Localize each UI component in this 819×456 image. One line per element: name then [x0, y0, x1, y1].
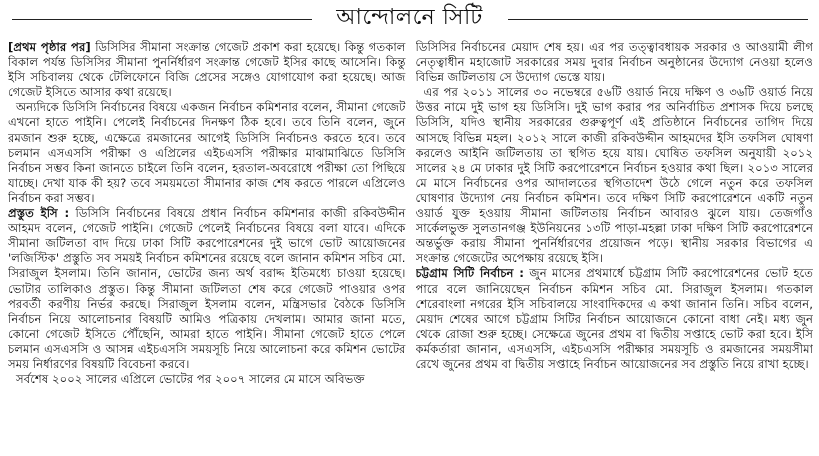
paragraph: ডিসিসির নির্বাচনের মেয়াদ শেষ হয়। এর পর তত্ত্বাবধায়ক সরকার ও আওয়ামী লীগ নেতৃত্বাধীন মহাজোট সরকারের সময় দুবার নির্বাচন অনুষ্ঠানের উদ্যোগ নেওয়া হলেও বিভিন্ন জটিলতায় সে উদ্যোগ ভেস্তে যায়।: [415, 40, 813, 85]
paragraph-text: ডিসিসি নির্বাচনের বিষয়ে প্রধান নির্বাচন কমিশনার কাজী রকিবউদ্দীন আহমদ বলেন, গেজেট পাইনি। গেজেট পেলেই নির্বাচনের বিষয়ে বলা যাবে। এদিকে সীমানা জটিলতা বাদ দিয়ে ঢাকা সিটি করপোরেশনের দুই ভাগে ভোট আয়োজনের 'লজিস্টিক' প্রস্তুতি সব সময়ই নির্বাচন কমিশনের রয়েছে বলে জানান কমিশন সচিব মো. সিরাজুল ইসলাম। তিনি জানান, ভোটের জন্য অর্থ বরাদ্দ ইতিমধ্যে চাওয়া হয়েছে। ভোটার তালিকাও প্রস্তুত। কিন্তু সীমানা জটিলতা শেষ করে গেজেট পাওয়ার ওপর পরবর্তী করণীয় নির্ভর করছে। সিরাজুল ইসলাম বলেন, মন্ত্রিসভার বৈঠকে ডিসিসি নির্বাচন নিয়ে আলোচনার বিষয়টি আমিও পত্রিকায় দেখলাম। আমার জানা মতে, কোনো গেজেট ইসিতে পৌঁছেনি, আমরা হাতে পাইনি। সীমানা গেজেট হাতে পেলে চলমান এসএসসি ও আসন্ন এইচএসসি সময়সূচি নিয়ে আলোচনা করে কমিশন ভোটের সময় নির্ধারণের বিষয়টি বিবেচনা করবে।: [8, 206, 406, 371]
paragraph-kicker: [প্রথম পৃষ্ঠার পর]: [8, 40, 91, 54]
article-column-right: [416, 40, 814, 454]
article-column-left: [8, 40, 406, 454]
paragraph-kicker: চট্টগ্রাম সিটি নির্বাচন :: [415, 266, 524, 281]
paragraph-text: ডিসিসির সীমানা সংক্রান্ত গেজেট প্রকাশ করা হয়েছে। কিন্তু গতকাল বিকাল পর্যন্ত ডিসিসির সীমানা পুনর্নির্ধারণ সংক্রান্ত গেজেট ইসির কাছে আসেনি। কিন্তু ইসি সচিবালয় থেকে টেলিফোনে বিজি প্রেসের সঙ্গেও যোগাযোগ করা হয়েছে। আজ গেজেট ইসিতে আসার কথা রয়েছে।: [8, 40, 406, 100]
paragraph: [8, 206, 406, 372]
paragraph: সর্বশেষ ২০০২ সালের এপ্রিলে ভোটের পর ২০০৭ সালের মে মাসে অবিভক্ত: [16, 372, 365, 387]
paragraph-text: জুন মাসের প্রথমার্ধে চট্টগ্রাম সিটি করপোরেশনের ভোট হতে পারে বলে জানিয়েছেন নির্বাচন কমিশন সচিব মো. সিরাজুল ইসলাম। গতকাল শেরেবাংলা নগরের ইসি সচিবালয়ে সাংবাদিকদের এ কথা জানান তিনি। সচিব বলেন, মেয়াদ শেষের আগে চট্টগ্রাম সিটির নির্বাচন আয়োজনে কোনো বাধা নেই। মধ্য জুন থেকে রোজা শুরু হচ্ছে। সেক্ষেত্রে জুনের প্রথম বা দ্বিতীয় সপ্তাহে ভোট করা হবে। ইসি কর্মকর্তারা জানান, এসএসসি, এইচএসসি পরীক্ষার সময়সূচি ও রমজানের সময়সীমা রেখে জুনের প্রথম বা দ্বিতীয় সপ্তাহে নির্বাচন আয়োজনের সব প্রস্তুতি নিয়ে রাখা হচ্ছে।: [415, 266, 813, 371]
paragraph: [416, 266, 814, 372]
page-title-text: আন্দোলনে সিটি: [328, 5, 491, 30]
paragraph: এর পর ২০১১ সালের ৩০ নভেম্বরে ৫৬টি ওয়ার্ড নিয়ে দক্ষিণ ও ৩৬টি ওয়ার্ড নিয়ে উত্তর নামে দুই ভাগ হয় ডিসিসি। দুই ভাগ করার পর অনির্বাচিত প্রশাসক দিয়ে চলছে ডিসিসি, যদিও স্থানীয় সরকারের গুরুত্বপূর্ণ এই প্রতিষ্ঠানে নির্বাচনের তাগিদ দিয়ে আসছে বিভিন্ন মহল। ২০১২ সালে কাজী রকিবউদ্দীন আহমদের ইসি তফসিল ঘোষণা করলেও আইনি জটিলতায় তা স্থগিত হয়ে যায়। ঘোষিত তফসিল অনুযায়ী ২০১২ সালের ২৪ মে ঢাকার দুই সিটি করপোরেশনে নির্বাচন হওয়ার কথা ছিল। ২০১৩ সালের মে মাসে নির্বাচনের ওপর আদালতের স্থগিতাদেশ উঠে গেলে নতুন করে তফসিল ঘোষণার উদ্যোগ নেয় নির্বাচন কমিশন। তবে দক্ষিণ সিটি করপোরেশনে একটি নতুন ওয়ার্ড যুক্ত হওয়ায় সীমানা জটিলতায় নির্বাচন আবারও ঝুলে যায়। তেজগাঁও সার্কেলভুক্ত সুলতানগঞ্জ ইউনিয়নের ১৩টি পাড়া-মহল্লা ঢাকা দক্ষিণ সিটি করপোরেশনে অন্তর্ভুক্ত করায় সীমানা পুনর্নির্ধারণের প্রয়োজন পড়ে। স্থানীয় সরকার বিভাগের এ সংক্রান্ত গেজেটের অপেক্ষায় রয়েছে ইসি।: [415, 85, 813, 266]
article-columns: [8, 40, 813, 454]
page-title: [0, 3, 819, 33]
paragraph-kicker: প্রস্তুত ইসি :: [8, 206, 70, 221]
section-header: [0, 0, 819, 38]
paragraph: অন্যদিকে ডিসিসি নির্বাচনের বিষয়ে একজন নির্বাচন কমিশনার বলেন, সীমানা গেজেট এখনো হাতে পাইনি। পেলেই নির্বাচনের দিনক্ষণ ঠিক হবে। তবে তিনি বলেন, জুনে রমজান শুরু হচ্ছে, এক্ষেত্রে রমজানের আগেই ডিসিসি নির্বাচনও করতে হবে। তবে চলমান এসএসসি পরীক্ষা ও এপ্রিলের এইচএসসি পরীক্ষার মাঝামাঝিতে ডিসিসি নির্বাচন সম্ভব কিনা জানতে চাইলে তিনি বলেন, হরতাল-অবরোধে পরীক্ষা তো পিছিয়ে যাচ্ছে। দেখা যাক কী হয়? তবে সময়মতো সীমানার কাজ শেষ করতে পারলে এপ্রিলেও নির্বাচন করা সম্ভব।: [8, 100, 406, 205]
paragraph: [8, 40, 406, 100]
